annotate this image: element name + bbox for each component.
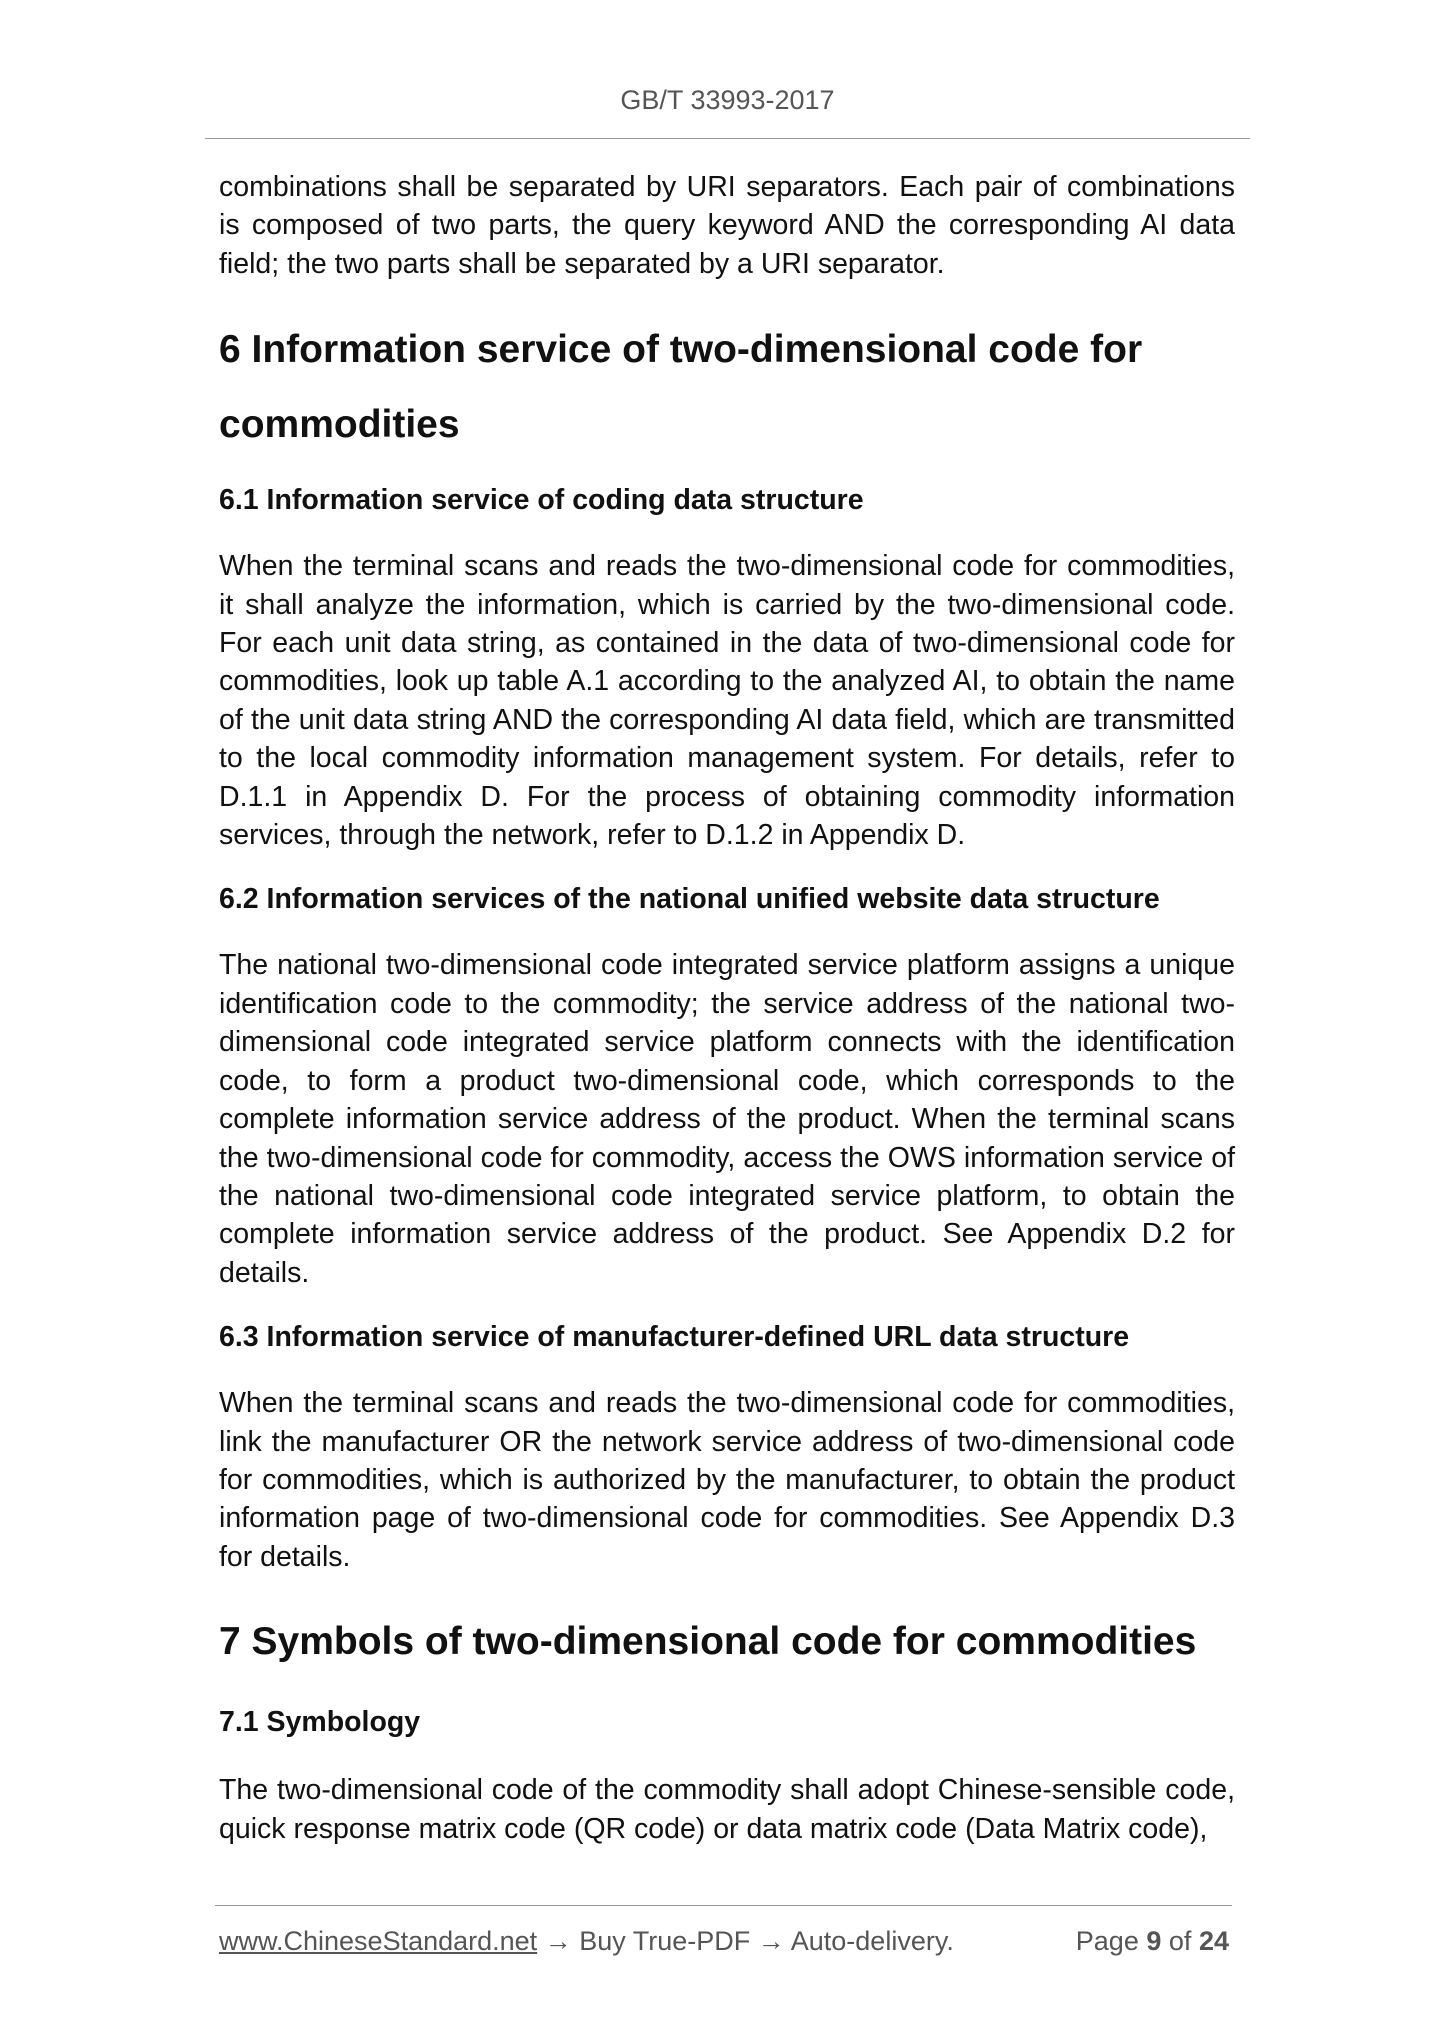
of-word: of (1168, 1926, 1192, 1956)
running-header: GB/T 33993-2017 (620, 85, 835, 115)
subsection-7-1-heading: 7.1 Symbology (219, 1706, 421, 1739)
footer-promo: → Buy True-PDF → Auto-delivery. (544, 1926, 954, 1956)
page-content (219, 168, 1235, 1848)
current-page-number: 9 (1146, 1926, 1162, 1956)
subsection-6-2-paragraph: The national two-dimensional code integrated service platform assigns a unique identification code to the commodity; the service address of the national two-dimensional code integrated service platform connects with the identification code, to form a product two-dimensional code, which corresponds to the complete information service address of the product. When the terminal scans the two-dimensional code for commodity, access the OWS information service of the national two-dimensional code integrated service platform, to obtain the complete information service address of the product. See Appendix D.2 for details. (219, 949, 1235, 1289)
footer-divider (215, 1905, 1232, 1906)
section-7-heading: 7 Symbols of two-dimensional code for commodities (219, 1620, 1197, 1664)
page-footer (219, 1926, 1235, 1957)
page-word: Page (1075, 1926, 1139, 1956)
section-6-heading: 6 Information service of two-dimensional code for commodities (219, 328, 1143, 447)
subsection-6-1-heading: 6.1 Information service of coding data structure (219, 484, 864, 517)
subsection-6-3-heading: 6.3 Information service of manufacturer-defined URL data structure (219, 1321, 1130, 1354)
website-link[interactable]: www.ChineseStandard.net (219, 1926, 538, 1956)
intro-paragraph: combinations shall be separated by URI separators. Each pair of combinations is composed of two parts, the query keyword AND the corresponding AI data field; the two parts shall be separated by a URI separator. (219, 171, 1235, 280)
subsection-6-2-heading: 6.2 Information services of the national unified website data structure (219, 883, 1160, 916)
subsection-6-1-paragraph: When the terminal scans and reads the two-dimensional code for commodities, it shall analyze the information, which is carried by the two-dimensional code. For each unit data string, as contained in the data of two-dimensional code for commodities, look up table A.1 according to the analyzed AI, to obtain the name of the unit data string AND the corresponding AI data field, which are transmitted to the local commodity information management system. For details, refer to D.1.1 in Appendix D. For the process of obtaining commodity information services, through the network, refer to D.1.2 in Appendix D. (219, 550, 1235, 852)
header-divider (205, 138, 1250, 139)
subsection-7-1-paragraph: The two-dimensional code of the commodity shall adopt Chinese-sensible code, quick response matrix code (QR code) or data matrix code (Data Matrix code), (219, 1774, 1235, 1845)
subsection-6-3-paragraph: When the terminal scans and reads the two-dimensional code for commodities, link the manufacturer OR the network service address of two-dimensional code for commodities, which is authorized by the manufacturer, to obtain the product information page of two-dimensional code for commodities. See Appendix D.3 for details. (219, 1387, 1235, 1573)
page-indicator (1076, 1926, 1229, 1957)
total-pages: 24 (1198, 1926, 1229, 1956)
